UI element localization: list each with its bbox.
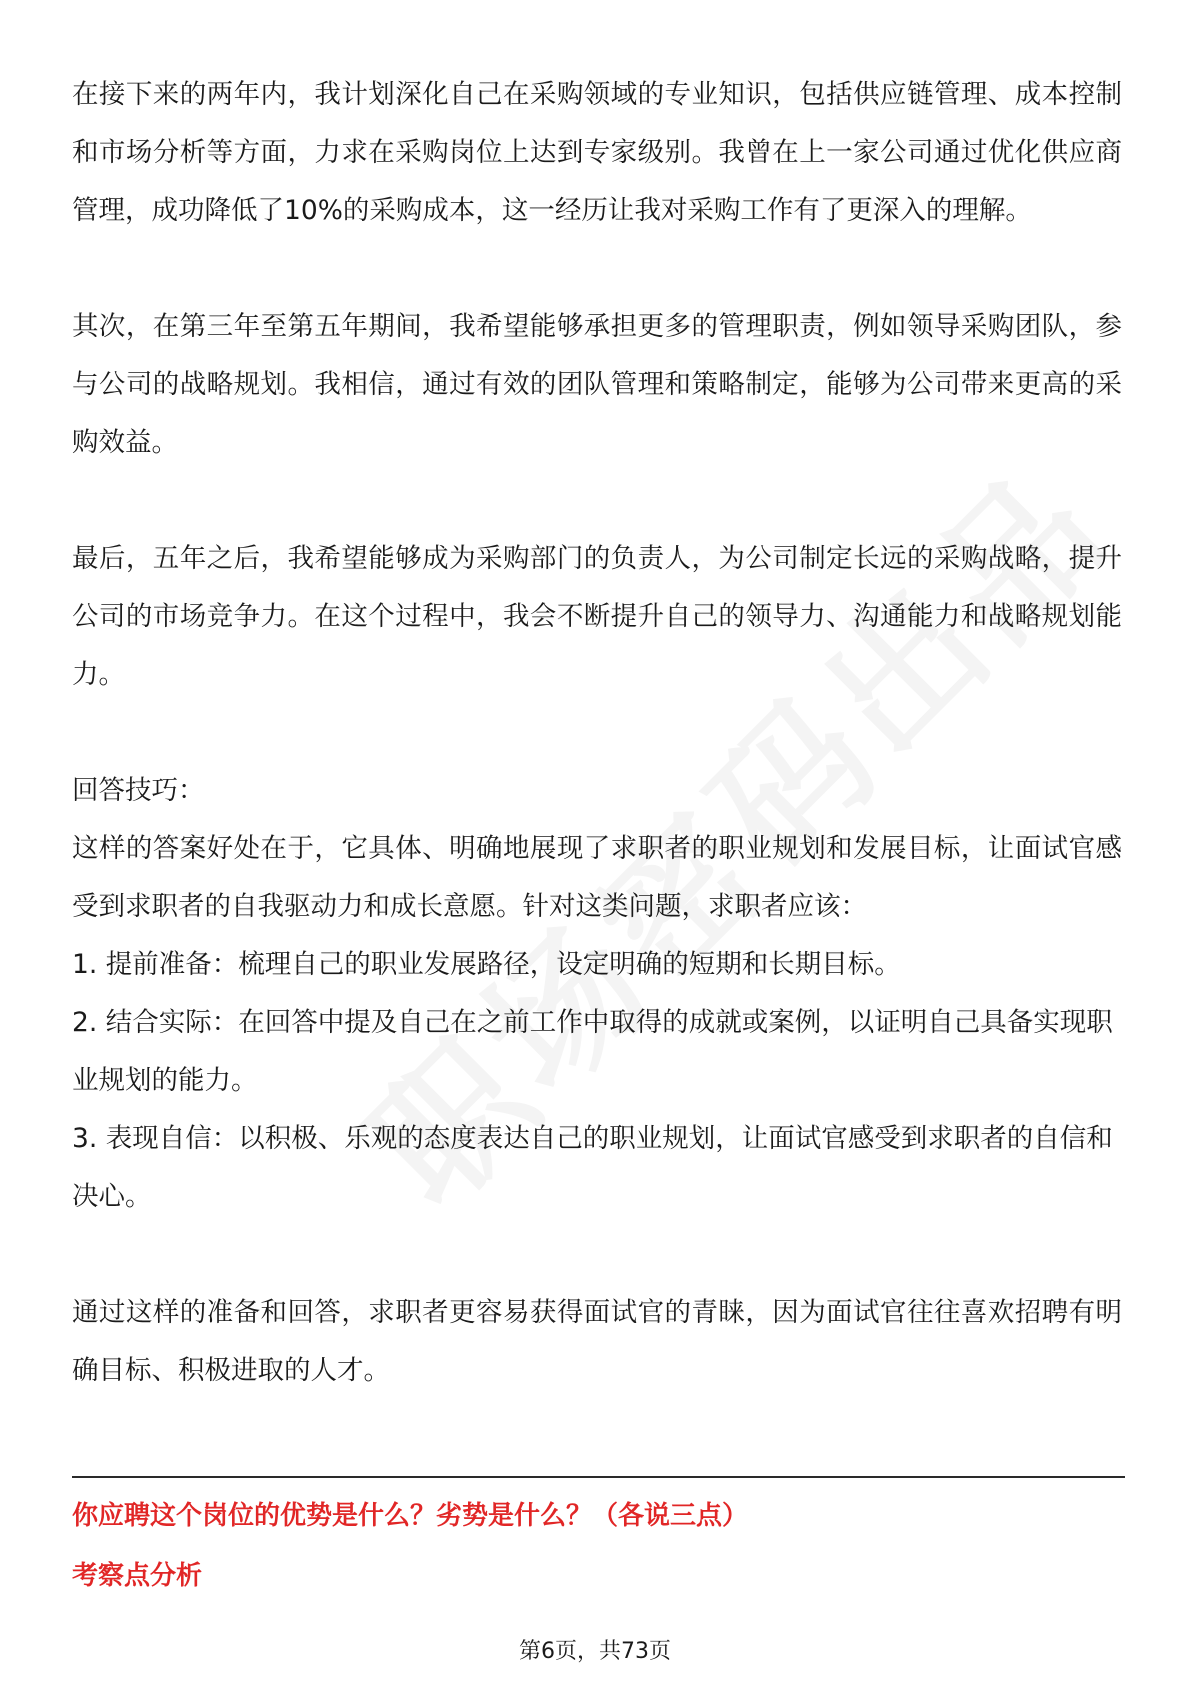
- paragraph-three-to-five-year-plan: 其次，在第三年至第五年期间，我希望能够承担更多的管理职责，例如领导采购团队，参与公司的战略规划。我相信，通过有效的团队管理和策略制定，能够为公司带来更高的采购效益。: [72, 311, 1122, 458]
- analysis-heading: 考察点分析: [72, 1561, 203, 1591]
- tips-item-prepare: 1. 提前准备：梳理自己的职业发展路径，设定明确的短期和长期目标。: [72, 949, 901, 980]
- main-content: [72, 66, 1122, 1400]
- tips-item-practical: 2. 结合实际：在回答中提及自己在之前工作中取得的成就或案例，以证明自己具备实现职业规划的能力。: [72, 1007, 1113, 1096]
- next-question-heading: 你应聘这个岗位的优势是什么？劣势是什么？（各说三点）: [72, 1501, 749, 1531]
- page-number-footer: 第6页，共73页: [519, 1639, 671, 1664]
- conclusion-paragraph: 通过这样的准备和回答，求职者更容易获得面试官的青睐，因为面试官往往喜欢招聘有明确目标、积极进取的人才。: [72, 1297, 1122, 1386]
- tips-item-confidence: 3. 表现自信：以积极、乐观的态度表达自己的职业规划，让面试官感受到求职者的自信和决心。: [72, 1123, 1113, 1212]
- section-divider: [72, 1476, 1125, 1478]
- paragraph-after-five-years: 最后，五年之后，我希望能够成为采购部门的负责人，为公司制定长远的采购战略，提升公司的市场竞争力。在这个过程中，我会不断提升自己的领导力、沟通能力和战略规划能力。: [72, 543, 1122, 690]
- tips-intro: 这样的答案好处在于，它具体、明确地展现了求职者的职业规划和发展目标，让面试官感受到求职者的自我驱动力和成长意愿。针对这类问题，求职者应该：: [72, 833, 1122, 922]
- paragraph-two-year-plan: 在接下来的两年内，我计划深化自己在采购领域的专业知识，包括供应链管理、成本控制和市场分析等方面，力求在采购岗位上达到专家级别。我曾在上一家公司通过优化供应商管理，成功降低了10%的采购成本，这一经历让我对采购工作有了更深入的理解。: [72, 79, 1122, 226]
- tips-heading: 回答技巧：: [72, 775, 205, 806]
